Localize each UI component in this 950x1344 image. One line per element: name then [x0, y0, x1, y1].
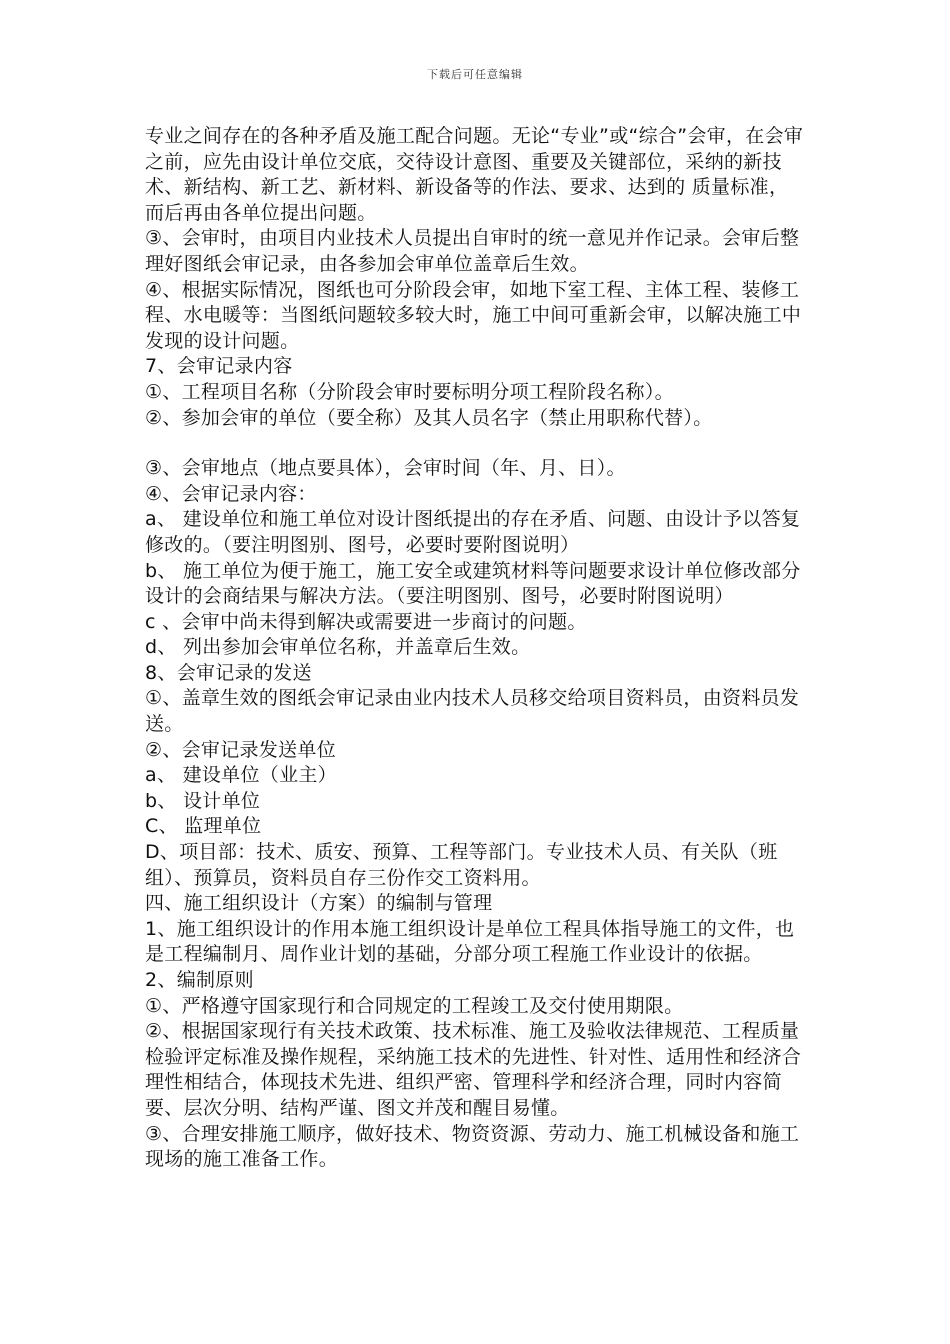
paragraph: ③、合理安排施工顺序，做好技术、物资资源、劳动力、施工机械设备和施工现场的施工准备工作。 [145, 1122, 800, 1171]
paragraph: 1、施工组织设计的作用本施工组织设计是单位工程具体指导施工的文件，也是工程编制月、周作业计划的基础，分部分项工程施工作业设计的依据。 [145, 917, 795, 966]
paragraph: ①、工程项目名称（分阶段会审时要标明分项工程阶段名称）。 [145, 380, 674, 403]
paragraph: a、 建设单位和施工单位对设计图纸提出的存在矛盾、问题、由设计予以答复修改的。（要注明图别、图号，必要时要附图说明） [145, 508, 801, 556]
document-body [145, 124, 805, 1173]
list-item: C、 监理单位 [145, 815, 262, 838]
list-item: a、 建设单位（业主） [145, 764, 337, 787]
list-item: D、项目部：技术、质安、预算、工程等部门。专业技术人员、有关队（班组）、预算员，资料员自存三份作交工资料用。 [145, 841, 778, 889]
paragraph: ①、严格遵守国家现行和合同规定的工程竣工及交付使用期限。 [145, 994, 684, 1017]
section-heading: 8、会审记录的发送 [145, 661, 312, 684]
section-heading: 7、会审记录内容 [145, 355, 293, 378]
paragraph: ②、根据国家现行有关技术政策、技术标准、施工及验收法律规范、工程质量检验评定标准及操作规程，采纳施工技术的先进性、针对性、适用性和经济合理性相结合，体现技术先进、组织严密、管理科学和经济合理，同时内容简要、层次分明、结构严谨、图文并茂和醒目易懂。 [145, 1020, 802, 1119]
section-heading: 四、施工组织设计（方案）的编制与管理 [145, 892, 493, 915]
paragraph: d、 列出参加会审单位名称，并盖章后生效。 [145, 636, 531, 659]
paragraph: ①、盖章生效的图纸会审记录由业内技术人员移交给项目资料员，由资料员发送。 [145, 687, 800, 736]
paragraph: ②、会审记录发送单位 [145, 738, 337, 761]
paragraph: ④、根据实际情况，图纸也可分阶段会审，如地下室工程、主体工程、装修工程、水电暖等：当图纸问题较多较大时，施工中间可重新会审，以解决施工中发现的设计问题。 [145, 278, 802, 352]
paragraph: ④、会审记录内容： [145, 482, 317, 505]
section-heading: 2、编制原则 [145, 969, 254, 991]
paragraph: 专业之间存在的各种矛盾及施工配合问题。无论“专业”或“综合”会审，在会审之前，应先由设计单位交底，交待设计意图、重要及关键部位，采纳的新技术、新结构、新工艺、新材料、新设备等的作法、要求、达到的 质量标准，而后再由各单位提出问题。 [145, 125, 804, 224]
paragraph: ③、会审地点（地点要具体），会审时间（年、月、日）。 [145, 457, 626, 480]
paragraph: b、 施工单位为便于施工，施工安全或建筑材料等问题要求设计单位修改部分设计的会商结果与解决方法。（要注明图别、图号，必要时附图说明） [145, 559, 801, 608]
paragraph: c 、会审中尚未得到解决或需要进一步商讨的问题。 [145, 610, 587, 633]
list-item: b、 设计单位 [145, 789, 261, 812]
page-header: 下载后可任意编辑 [427, 68, 523, 81]
paragraph: ②、参加会审的单位（要全称）及其人员名字（禁止用职称代替）。 [145, 406, 713, 429]
paragraph: ③、会审时，由项目内业技术人员提出自审时的统一意见并作记录。会审后整理好图纸会审记录，由各参加会审单位盖章后生效。 [145, 227, 800, 275]
